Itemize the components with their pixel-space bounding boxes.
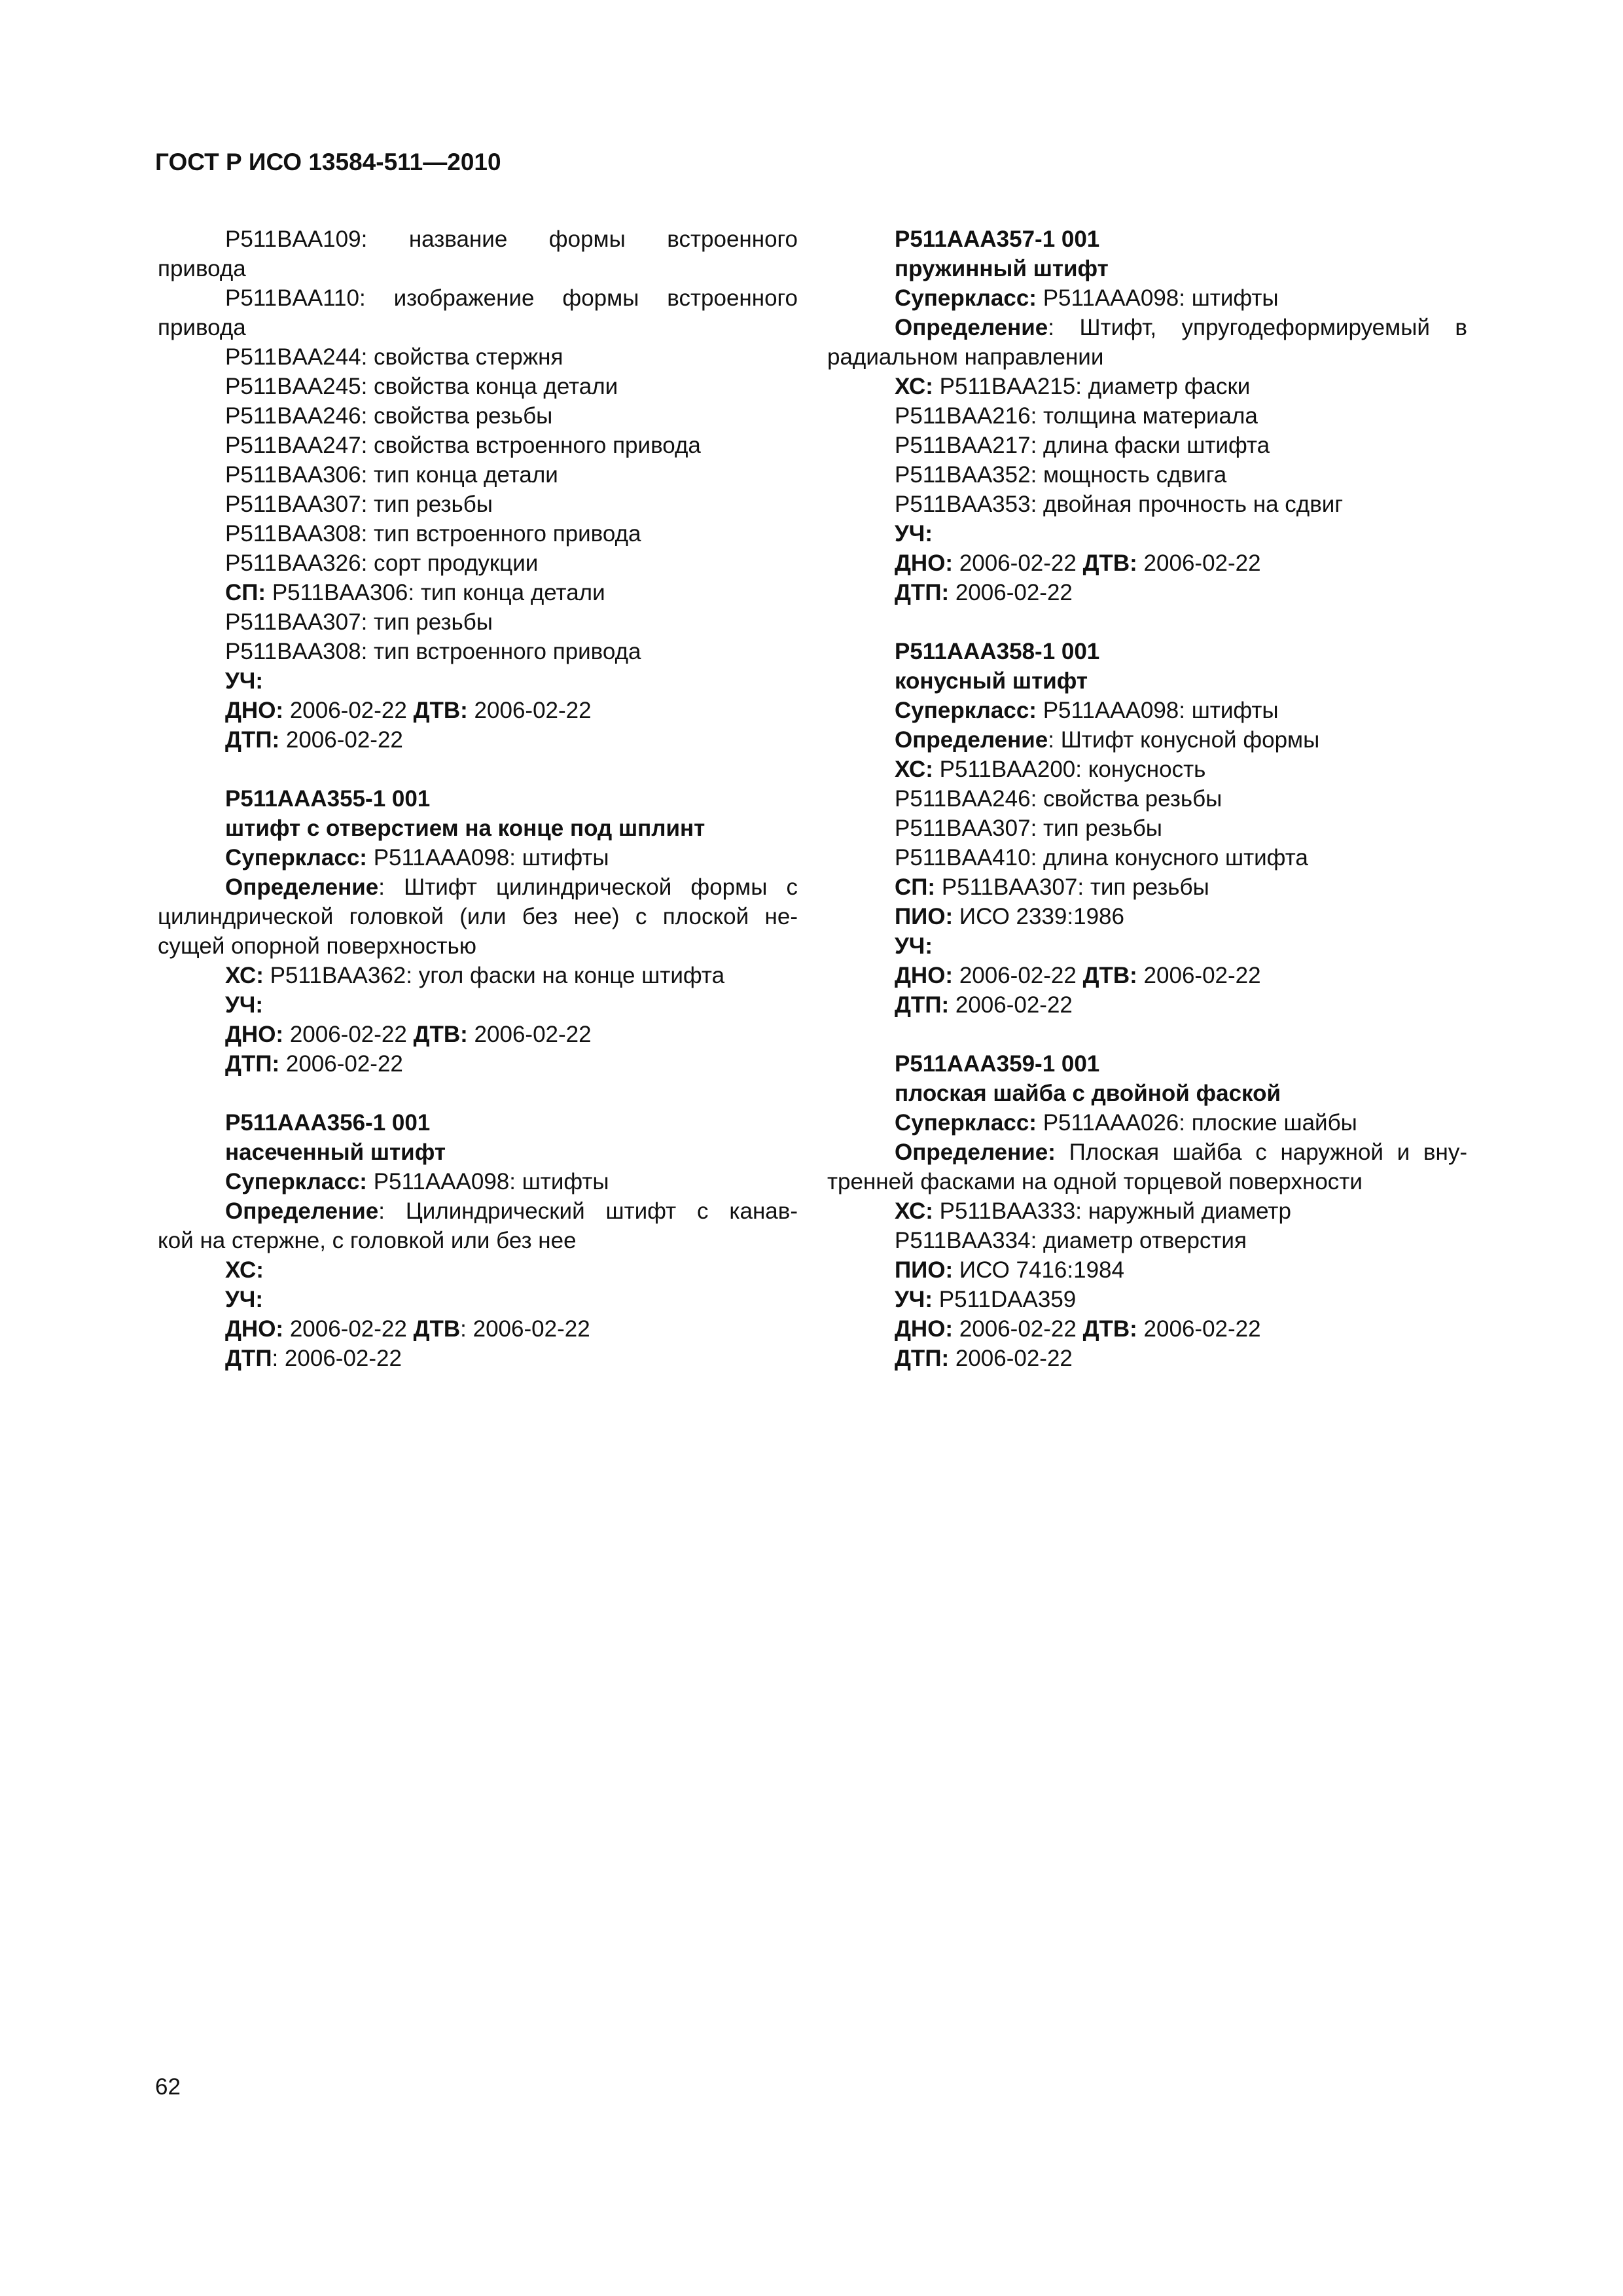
text-line <box>827 872 1467 902</box>
text-line <box>158 254 798 283</box>
field-text: P511AAA026: плоские шайбы <box>1036 1110 1357 1136</box>
field-label: ДТВ: <box>413 1022 468 1047</box>
field-text: плоская шайба с двойной фаской <box>895 1081 1281 1106</box>
field-text: : 2006-02-22 <box>272 1346 402 1371</box>
field-text: 2006-02-22 <box>949 580 1073 605</box>
field-label: Определение <box>895 727 1048 753</box>
left-column <box>158 224 798 1373</box>
field-label: УЧ: <box>895 521 933 547</box>
text-line <box>158 666 798 696</box>
text-line <box>158 902 798 931</box>
text-line <box>158 961 798 990</box>
field-label: ДТП: <box>895 1346 950 1371</box>
field-text: штифт с отверстием на конце под шплинт <box>225 816 705 841</box>
field-label: ДТП: <box>225 727 280 753</box>
text-line <box>158 725 798 755</box>
entry-heading-line <box>827 637 1467 666</box>
text-line <box>158 607 798 637</box>
field-label: Определение: <box>895 1139 1056 1165</box>
field-text: Плоская шайба с наружной и вну- <box>1055 1139 1467 1165</box>
field-text: конусный штифт <box>895 668 1088 694</box>
text-line <box>827 578 1467 607</box>
field-text: P511BAA244: свойства стержня <box>225 344 563 370</box>
field-text: P511BAA247: свойства встроенного привода <box>225 433 701 458</box>
text-line <box>827 843 1467 872</box>
field-label: Суперкласс: <box>895 698 1037 723</box>
text-line <box>827 372 1467 401</box>
field-label: УЧ: <box>225 668 264 694</box>
field-text: P511AAA359-1 001 <box>895 1051 1100 1077</box>
entry-heading-line <box>827 666 1467 696</box>
field-label: ДНО: <box>895 963 954 988</box>
text-line <box>158 1314 798 1344</box>
text-line <box>827 755 1467 784</box>
field-text: P511AAA098: штифты <box>1036 698 1279 723</box>
field-label: ДТВ: <box>1082 963 1137 988</box>
field-text: P511BAA326: сорт продукции <box>225 550 539 576</box>
field-label: ДНО: <box>225 1022 284 1047</box>
field-label: ДТП: <box>895 580 950 605</box>
field-text: сущей опорной поверхностью <box>158 933 477 959</box>
text-line <box>827 342 1467 372</box>
text-line <box>827 814 1467 843</box>
field-text: P511AAA098: штифты <box>366 1169 609 1194</box>
text-line <box>827 1196 1467 1226</box>
field-text: 2006-02-22 <box>467 698 592 723</box>
field-label: СП: <box>225 580 266 605</box>
text-line <box>158 283 798 313</box>
text-line <box>158 342 798 372</box>
field-label: ДТП: <box>895 992 950 1018</box>
field-text: 2006-02-22 <box>1137 1316 1261 1342</box>
text-line <box>827 1108 1467 1138</box>
text-line <box>158 696 798 725</box>
text-line <box>158 578 798 607</box>
field-text: P511BAA246: свойства резьбы <box>895 786 1222 812</box>
field-text: P511BAA410: длина конусного штифта <box>895 845 1308 870</box>
text-line <box>827 902 1467 931</box>
field-text: P511AAA098: штифты <box>1036 285 1279 311</box>
field-text: 2006-02-22 <box>953 550 1083 576</box>
field-label: ДТП <box>225 1346 272 1371</box>
text-line <box>158 401 798 431</box>
entry-heading-line <box>827 254 1467 283</box>
text-line <box>158 1020 798 1049</box>
text-line <box>827 490 1467 519</box>
field-text: P511BAA307: тип резьбы <box>225 609 493 635</box>
page-header: ГОСТ Р ИСО 13584-511—2010 <box>155 149 501 175</box>
field-text: P511BAA306: тип конца детали <box>225 462 558 488</box>
text-line <box>827 1167 1467 1196</box>
field-label: ДТВ <box>413 1316 461 1342</box>
field-text: кой на стержне, с головкой или без нее <box>158 1228 577 1253</box>
field-text: : Штифт, упругодеформируемый в <box>1048 315 1467 340</box>
field-label: Суперкласс: <box>225 845 367 870</box>
text-line <box>158 548 798 578</box>
field-label: ДТВ: <box>413 698 468 723</box>
text-line <box>827 548 1467 578</box>
text-line <box>158 872 798 902</box>
text-line <box>158 431 798 460</box>
field-text: P511BAA334: диаметр отверстия <box>895 1228 1247 1253</box>
field-text: P511AAA098: штифты <box>366 845 609 870</box>
field-text: 2006-02-22 <box>279 1051 403 1077</box>
field-label: ХС: <box>225 963 264 988</box>
field-text: P511DAA359 <box>933 1287 1077 1312</box>
field-text: привода <box>158 256 246 281</box>
text-line <box>158 1049 798 1079</box>
field-text: P511BAA110: изображение формы встроенного <box>225 285 798 311</box>
field-label: УЧ: <box>895 1287 933 1312</box>
text-line <box>158 372 798 401</box>
field-text: P511BAA362: угол фаски на конце штифта <box>263 963 725 988</box>
field-text: P511BAA245: свойства конца детали <box>225 374 618 399</box>
field-text: 2006-02-22 <box>283 698 414 723</box>
entry-heading-line <box>158 784 798 814</box>
text-line <box>827 931 1467 961</box>
field-label: ДТП: <box>225 1051 280 1077</box>
field-text: 2006-02-22 <box>283 1022 414 1047</box>
field-label: ДНО: <box>895 1316 954 1342</box>
field-text: P511BAA307: тип резьбы <box>935 874 1209 900</box>
field-text: P511BAA306: тип конца детали <box>266 580 605 605</box>
text-line <box>827 1138 1467 1167</box>
entry-heading-line <box>158 1108 798 1138</box>
field-label: ДТВ: <box>1082 1316 1137 1342</box>
field-text: P511BAA217: длина фаски штифта <box>895 433 1270 458</box>
field-label: ДНО: <box>895 550 954 576</box>
field-text: P511AAA356-1 001 <box>225 1110 431 1136</box>
field-label: Суперкласс: <box>225 1169 367 1194</box>
field-text: 2006-02-22 <box>467 1022 592 1047</box>
field-text: P511BAA246: свойства резьбы <box>225 403 553 429</box>
text-line <box>827 1226 1467 1255</box>
text-line <box>158 931 798 961</box>
field-label: ДНО: <box>225 1316 284 1342</box>
field-text: 2006-02-22 <box>949 1346 1073 1371</box>
text-line <box>827 401 1467 431</box>
field-label: ХС: <box>895 757 933 782</box>
field-text: P511BAA216: толщина материала <box>895 403 1258 429</box>
field-label: Определение <box>225 874 379 900</box>
field-text: привода <box>158 315 246 340</box>
text-line <box>158 990 798 1020</box>
field-text: 2006-02-22 <box>283 1316 414 1342</box>
text-line <box>158 1285 798 1314</box>
text-line <box>158 460 798 490</box>
entry-heading-line <box>158 1138 798 1167</box>
field-text: 2006-02-22 <box>949 992 1073 1018</box>
field-label: ХС: <box>895 1198 933 1224</box>
field-text: : 2006-02-22 <box>460 1316 590 1342</box>
field-text: P511BAA307: тип резьбы <box>225 492 493 517</box>
field-label: ДТВ: <box>1082 550 1137 576</box>
text-line <box>158 1196 798 1226</box>
text-line <box>827 1344 1467 1373</box>
field-label: ПИО: <box>895 904 954 929</box>
field-text: P511BAA200: конусность <box>933 757 1206 782</box>
field-text: P511AAA355-1 001 <box>225 786 431 812</box>
field-label: ХС: <box>225 1257 264 1283</box>
text-line <box>827 1255 1467 1285</box>
entry-heading-line <box>827 1049 1467 1079</box>
text-line <box>827 696 1467 725</box>
text-line <box>827 990 1467 1020</box>
text-line <box>158 1167 798 1196</box>
text-line <box>158 519 798 548</box>
entry-heading-line <box>827 1079 1467 1108</box>
entry-heading-line <box>827 224 1467 254</box>
field-text: P511BAA333: наружный диаметр <box>933 1198 1291 1224</box>
field-text: насеченный штифт <box>225 1139 446 1165</box>
field-label: Суперкласс: <box>895 1110 1037 1136</box>
field-text: P511AAA357-1 001 <box>895 226 1100 252</box>
field-text: : Штифт цилиндрической формы с <box>378 874 798 900</box>
field-label: Суперкласс: <box>895 285 1037 311</box>
field-text: радиальном направлении <box>827 344 1104 370</box>
field-label: Определение <box>895 315 1048 340</box>
text-line <box>827 1285 1467 1314</box>
field-text: 2006-02-22 <box>1137 963 1261 988</box>
field-text: P511BAA353: двойная прочность на сдвиг <box>895 492 1344 517</box>
text-line <box>827 784 1467 814</box>
page-number: 62 <box>155 2074 181 2100</box>
field-label: ХС: <box>895 374 933 399</box>
field-text: P511BAA109: название формы встроенного <box>225 226 798 252</box>
field-label: СП: <box>895 874 936 900</box>
field-text: P511BAA308: тип встроенного привода <box>225 521 641 547</box>
text-line <box>158 1255 798 1285</box>
text-line <box>158 313 798 342</box>
text-line <box>827 283 1467 313</box>
field-text: P511AAA358-1 001 <box>895 639 1100 664</box>
field-text: 2006-02-22 <box>953 963 1083 988</box>
text-line <box>827 1314 1467 1344</box>
text-line <box>827 431 1467 460</box>
field-text: 2006-02-22 <box>1137 550 1261 576</box>
entry-heading-line <box>158 814 798 843</box>
field-text: 2006-02-22 <box>279 727 403 753</box>
text-line <box>158 1344 798 1373</box>
field-text: пружинный штифт <box>895 256 1109 281</box>
field-label: ДНО: <box>225 698 284 723</box>
field-text: P511BAA307: тип резьбы <box>895 816 1162 841</box>
text-line <box>827 313 1467 342</box>
field-label: ПИО: <box>895 1257 954 1283</box>
field-text: 2006-02-22 <box>953 1316 1083 1342</box>
text-line <box>158 224 798 254</box>
field-text: тренней фасками на одной торцевой поверхности <box>827 1169 1363 1194</box>
field-label: Определение <box>225 1198 379 1224</box>
field-text: цилиндрической головкой (или без нее) с плоской не- <box>158 904 798 929</box>
text-line <box>827 460 1467 490</box>
field-text: : Цилиндрический штифт с канав- <box>378 1198 798 1224</box>
text-line <box>827 519 1467 548</box>
text-line <box>158 843 798 872</box>
field-text: ИСО 7416:1984 <box>953 1257 1124 1283</box>
field-text: P511BAA215: диаметр фаски <box>933 374 1251 399</box>
field-label: УЧ: <box>225 992 264 1018</box>
text-line <box>158 637 798 666</box>
field-text: : Штифт конусной формы <box>1048 727 1320 753</box>
text-line <box>158 1226 798 1255</box>
text-line <box>827 725 1467 755</box>
field-text: P511BAA352: мощность сдвига <box>895 462 1227 488</box>
field-label: УЧ: <box>225 1287 264 1312</box>
field-label: УЧ: <box>895 933 933 959</box>
text-line <box>827 961 1467 990</box>
field-text: P511BAA308: тип встроенного привода <box>225 639 641 664</box>
text-line <box>158 490 798 519</box>
field-text: ИСО 2339:1986 <box>953 904 1124 929</box>
right-column <box>827 224 1467 1373</box>
